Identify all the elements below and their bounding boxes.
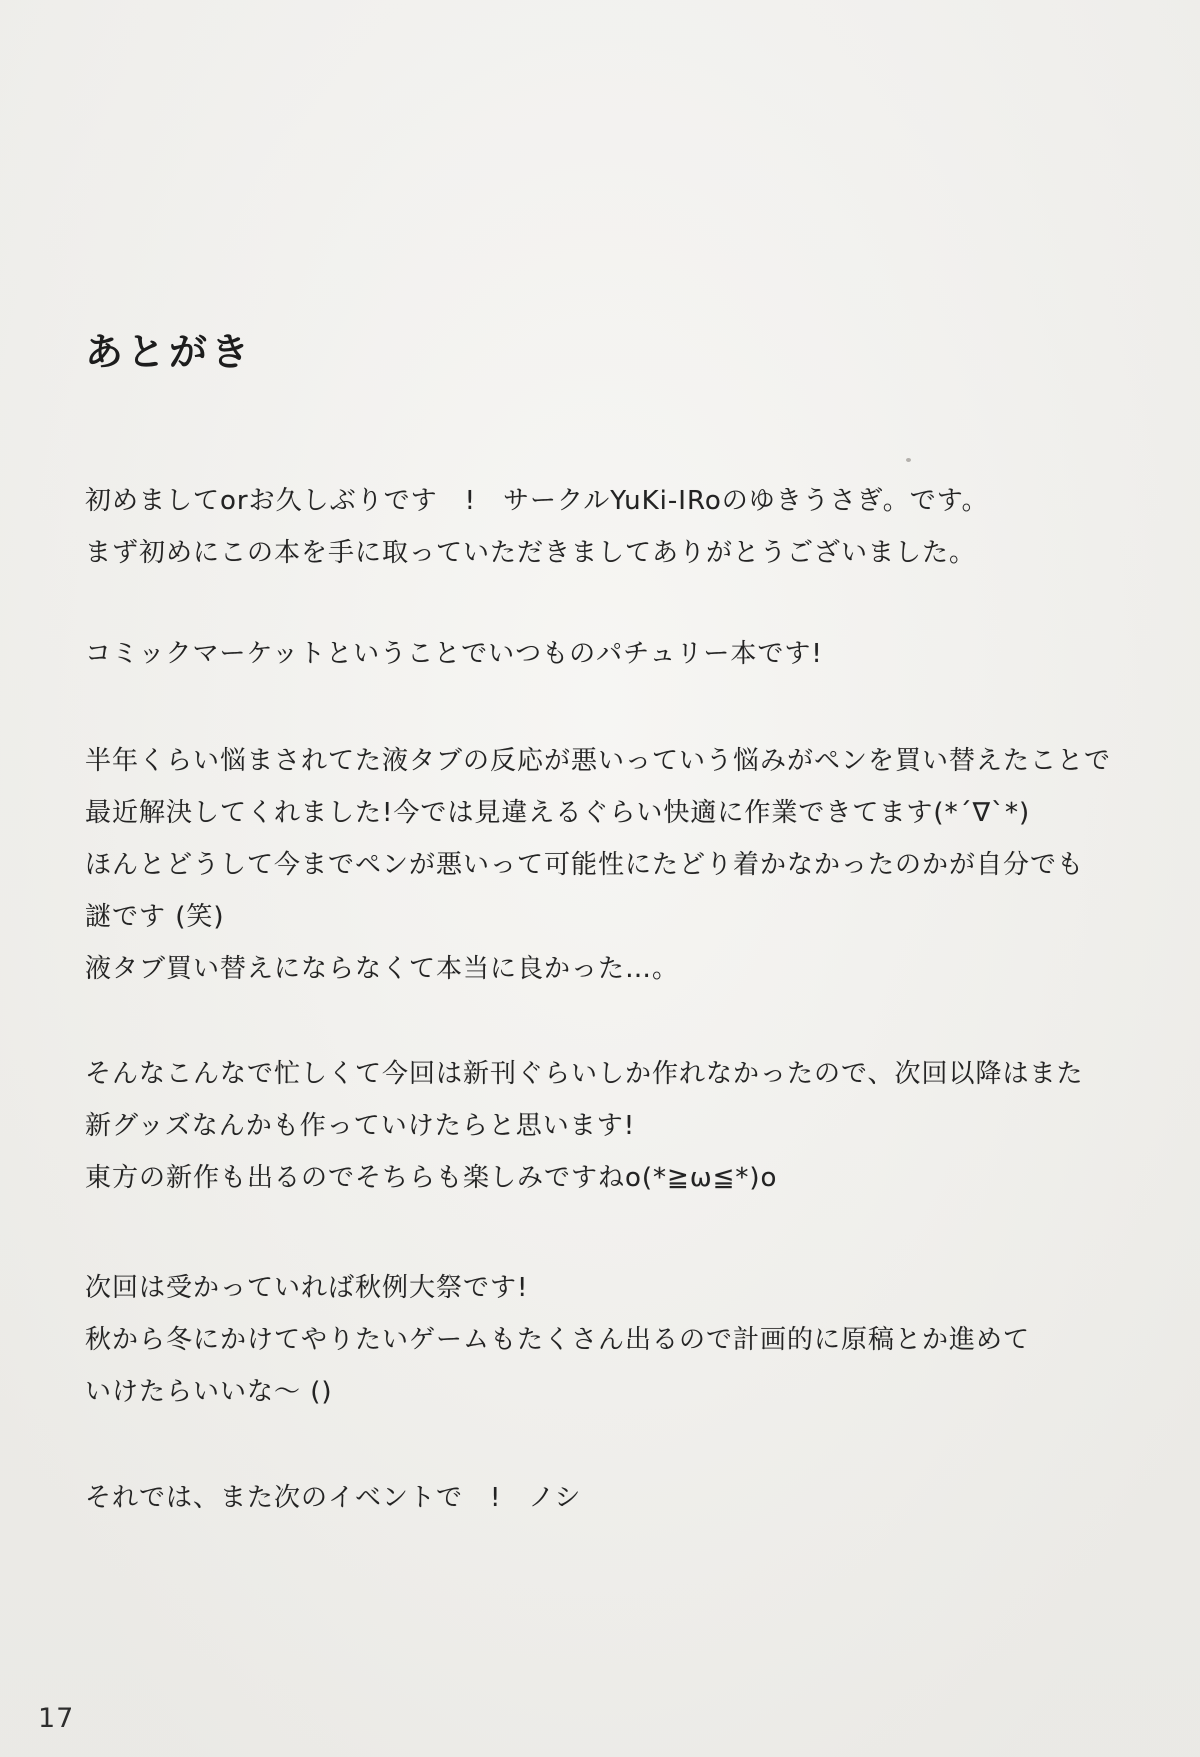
body-line: 新グッズなんかも作っていけたらと思います! [85, 1111, 636, 1141]
body-line: 次回は受かっていれば秋例大祭です! [85, 1273, 529, 1303]
afterword-title: あとがき [85, 329, 254, 375]
body-line: 秋から冬にかけてやりたいゲームもたくさん出るので計画的に原稿とか進めて [85, 1325, 1031, 1355]
paragraph-farewell [85, 1472, 1140, 1524]
body-line: 東方の新作も出るのでそちらも楽しみですねo(*≧ω≦*)o [85, 1163, 778, 1193]
paragraph-comiket [85, 628, 1140, 680]
body-line: それでは、また次のイベントで ! ノシ [85, 1483, 582, 1513]
paragraph-next-plans [85, 1048, 1140, 1204]
body-line: 半年くらい悩まされてた液タブの反応が悪いっていう悩みがペンを買い替えたことで [85, 746, 1112, 776]
paragraph-tablet-story [85, 735, 1140, 995]
body-line: 最近解決してくれました!今では見違えるぐらい快適に作業できてます(*´∇`*) [85, 798, 1031, 828]
paragraph-greeting [85, 475, 1140, 579]
body-line: そんなこんなで忙しくて今回は新刊ぐらいしか作れなかったので、次回以降はまた [85, 1059, 1084, 1089]
body-line: コミックマーケットということでいつものパチュリー本です! [85, 639, 823, 669]
page-number: 17 [38, 1703, 75, 1734]
scan-speck [906, 458, 911, 462]
paragraph-next-event [85, 1262, 1140, 1418]
body-line: ほんとどうして今までペンが悪いって可能性にたどり着かなかったのかが自分でも [85, 850, 1085, 880]
body-line: まず初めにこの本を手に取っていただきましてありがとうございました。 [85, 538, 977, 568]
body-line: いけたらいいな～ () [85, 1377, 333, 1407]
body-line: 液タブ買い替えにならなくて本当に良かった…。 [85, 954, 680, 984]
body-line: 謎です (笑) [85, 902, 225, 932]
body-line: 初めましてorお久しぶりです ! サークルYuKi-IRoのゆきうさぎ。です。 [85, 486, 989, 516]
